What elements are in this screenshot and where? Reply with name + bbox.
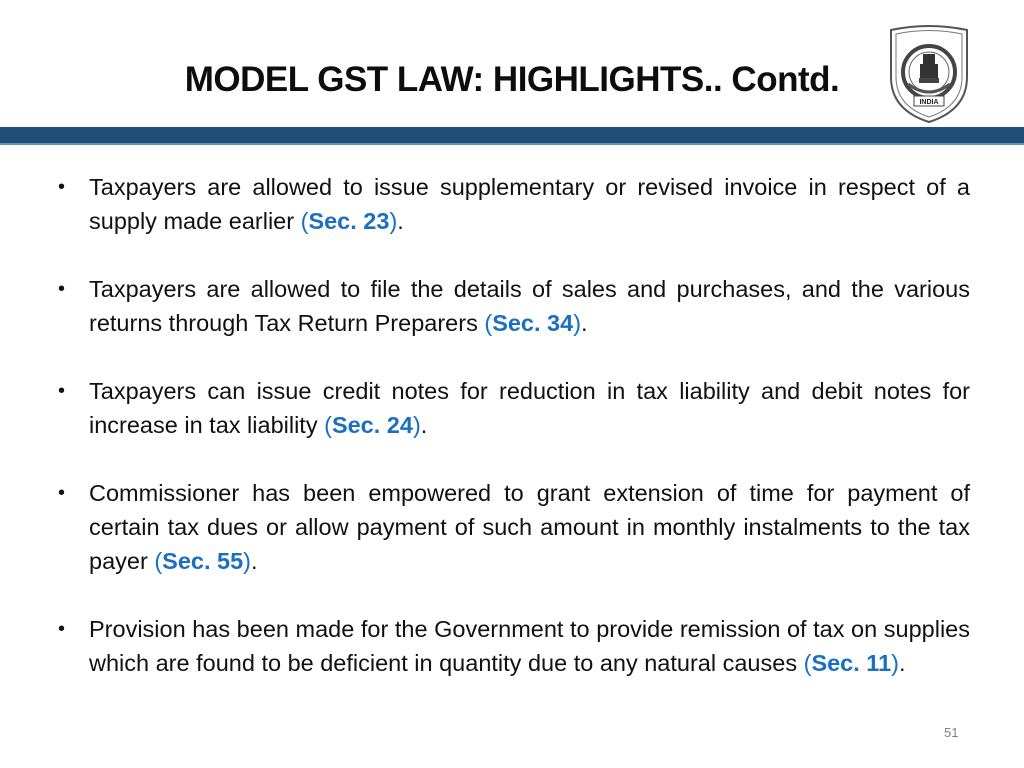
bullet-icon: • — [58, 176, 66, 198]
slide-title: MODEL GST LAW: HIGHLIGHTS.. Contd. — [184, 60, 840, 99]
list-item: • Provision has been made for the Government to provide remission of tax on supplies which are found to be deficient in quantity due to any natural causes (Sec. 11). — [58, 612, 970, 680]
logo-text: INDIA — [919, 99, 939, 106]
list-item: • Taxpayers are allowed to issue supplementary or revised invoice in respect of a supply made earlier (Sec. 23). — [58, 170, 970, 238]
bullet-icon: • — [58, 380, 66, 402]
list-item: • Taxpayers can issue credit notes for reduction in tax liability and debit notes for increase in tax liability (Sec. 24). — [58, 374, 970, 442]
bullet-text: Taxpayers are allowed to file the details of sales and purchases, and the various returns through Tax Return Preparers — [89, 276, 970, 336]
bullet-list — [58, 170, 970, 714]
bullet-icon: • — [58, 618, 66, 640]
bullet-text: Commissioner has been empowered to grant extension of time for payment of certain tax dues or allow payment of such amount in monthly instalments to the tax payer — [89, 480, 970, 574]
bullet-text: Taxpayers can issue credit notes for reduction in tax liability and debit notes for increase in tax liability — [89, 378, 970, 438]
page-number: 51 — [944, 725, 959, 740]
bullet-text: Taxpayers are allowed to issue supplementary or revised invoice in respect of a supply made earlier — [89, 174, 970, 234]
list-item: • Commissioner has been empowered to grant extension of time for payment of certain tax dues or allow payment of such amount in monthly instalments to the tax payer (Sec. 55). — [58, 476, 970, 578]
section-reference: Sec. 11 — [811, 650, 892, 676]
bullet-icon: • — [58, 482, 66, 504]
section-reference: Sec. 55 — [162, 548, 244, 574]
header-band — [0, 127, 1024, 145]
section-reference: Sec. 24 — [331, 412, 413, 438]
bullet-icon: • — [58, 278, 66, 300]
section-reference: Sec. 23 — [308, 208, 390, 234]
section-reference: Sec. 34 — [492, 310, 574, 336]
department-emblem-logo — [886, 22, 972, 124]
list-item: • Taxpayers are allowed to file the details of sales and purchases, and the various returns through Tax Return Preparers (Sec. 34). — [58, 272, 970, 340]
bullet-text: Provision has been made for the Government to provide remission of tax on supplies which are found to be deficient in quantity due to any natural causes — [89, 616, 970, 676]
